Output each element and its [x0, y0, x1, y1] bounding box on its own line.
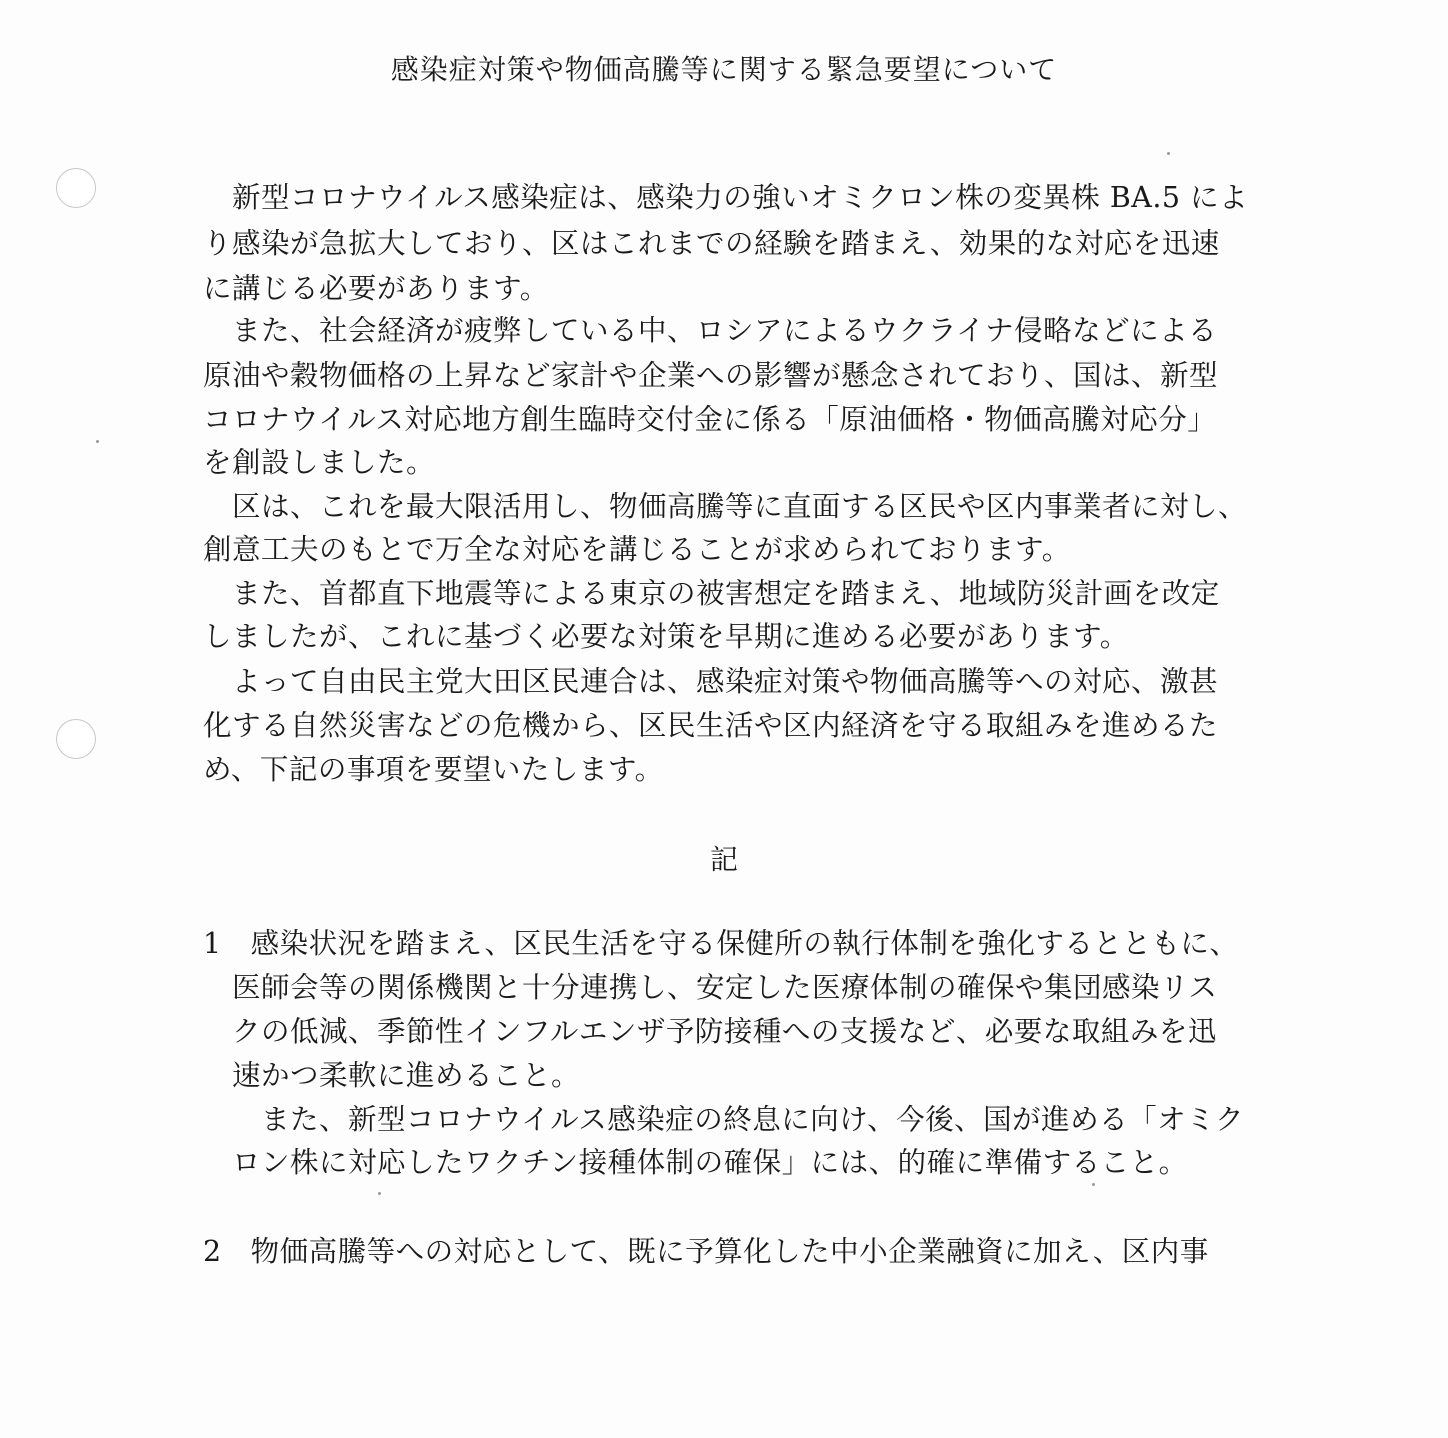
ki-heading: 記 [709, 843, 738, 876]
punch-hole-top [56, 168, 96, 208]
paragraph-line: を創設しました。 [203, 446, 436, 479]
paragraph-line: り感染が急拡大しており、区はこれまでの経験を踏まえ、効果的な対応を迅速 [203, 227, 1220, 260]
paragraph-line: 原油や穀物価格の上昇など家計や企業への影響が懸念されており、国は、新型 [203, 359, 1219, 392]
paragraph-line: よって自由民主党大田区民連合は、感染症対策や物価高騰等への対応、激甚 [203, 665, 1219, 698]
paragraph-line: め、下記の事項を要望いたします。 [203, 753, 664, 786]
paragraph-line: また、首都直下地震等による東京の被害想定を踏まえ、地域防災計画を改定 [203, 577, 1220, 610]
paragraph-line: に講じる必要があります。 [203, 272, 549, 305]
paragraph-line: 化する自然災害などの危機から、区民生活や区内経済を守る取組みを進めるた [203, 709, 1219, 742]
request-item-line: また、新型コロナウイルス感染症の終息に向け、今後、国が進める「オミク [203, 1103, 1245, 1136]
request-item-line: 医師会等の関係機関と十分連携し、安定した医療体制の確保や集団感染リス [203, 971, 1218, 1004]
paragraph-line: 区は、これを最大限活用し、物価高騰等に直面する区民や区内事業者に対し、 [203, 490, 1248, 523]
document-title: 感染症対策や物価高騰等に関する緊急要望について [390, 53, 1058, 86]
request-item-line: 2 物価高騰等への対応として、既に予算化した中小企業融資に加え、区内事 [203, 1235, 1209, 1268]
punch-hole-bottom [56, 719, 96, 759]
request-item-line: 1 感染状況を踏まえ、区民生活を守る保健所の執行体制を強化するとともに、 [203, 927, 1239, 960]
paragraph-line: また、社会経済が疲弊している中、ロシアによるウクライナ侵略などによる [203, 314, 1218, 347]
scan-speck [96, 440, 99, 443]
paragraph-line: 創意工夫のもとで万全な対応を講じることが求められております。 [203, 533, 1071, 566]
scan-speck [378, 1192, 381, 1195]
paragraph-line: しましたが、これに基づく必要な対策を早期に進める必要があります。 [203, 620, 1129, 653]
scan-speck [1167, 152, 1170, 155]
paragraph-line: コロナウイルス対応地方創生臨時交付金に係る「原油価格・物価高騰対応分」 [203, 403, 1217, 436]
paragraph-line: 新型コロナウイルス感染症は、感染力の強いオミクロン株の変異株 BA.5 によ [203, 181, 1249, 214]
request-item-line: 速かつ柔軟に進めること。 [203, 1059, 581, 1092]
request-item-line: ロン株に対応したワクチン接種体制の確保」には、的確に準備すること。 [203, 1146, 1188, 1179]
request-item-line: クの低減、季節性インフルエンザ予防接種への支援など、必要な取組みを迅 [203, 1015, 1217, 1048]
